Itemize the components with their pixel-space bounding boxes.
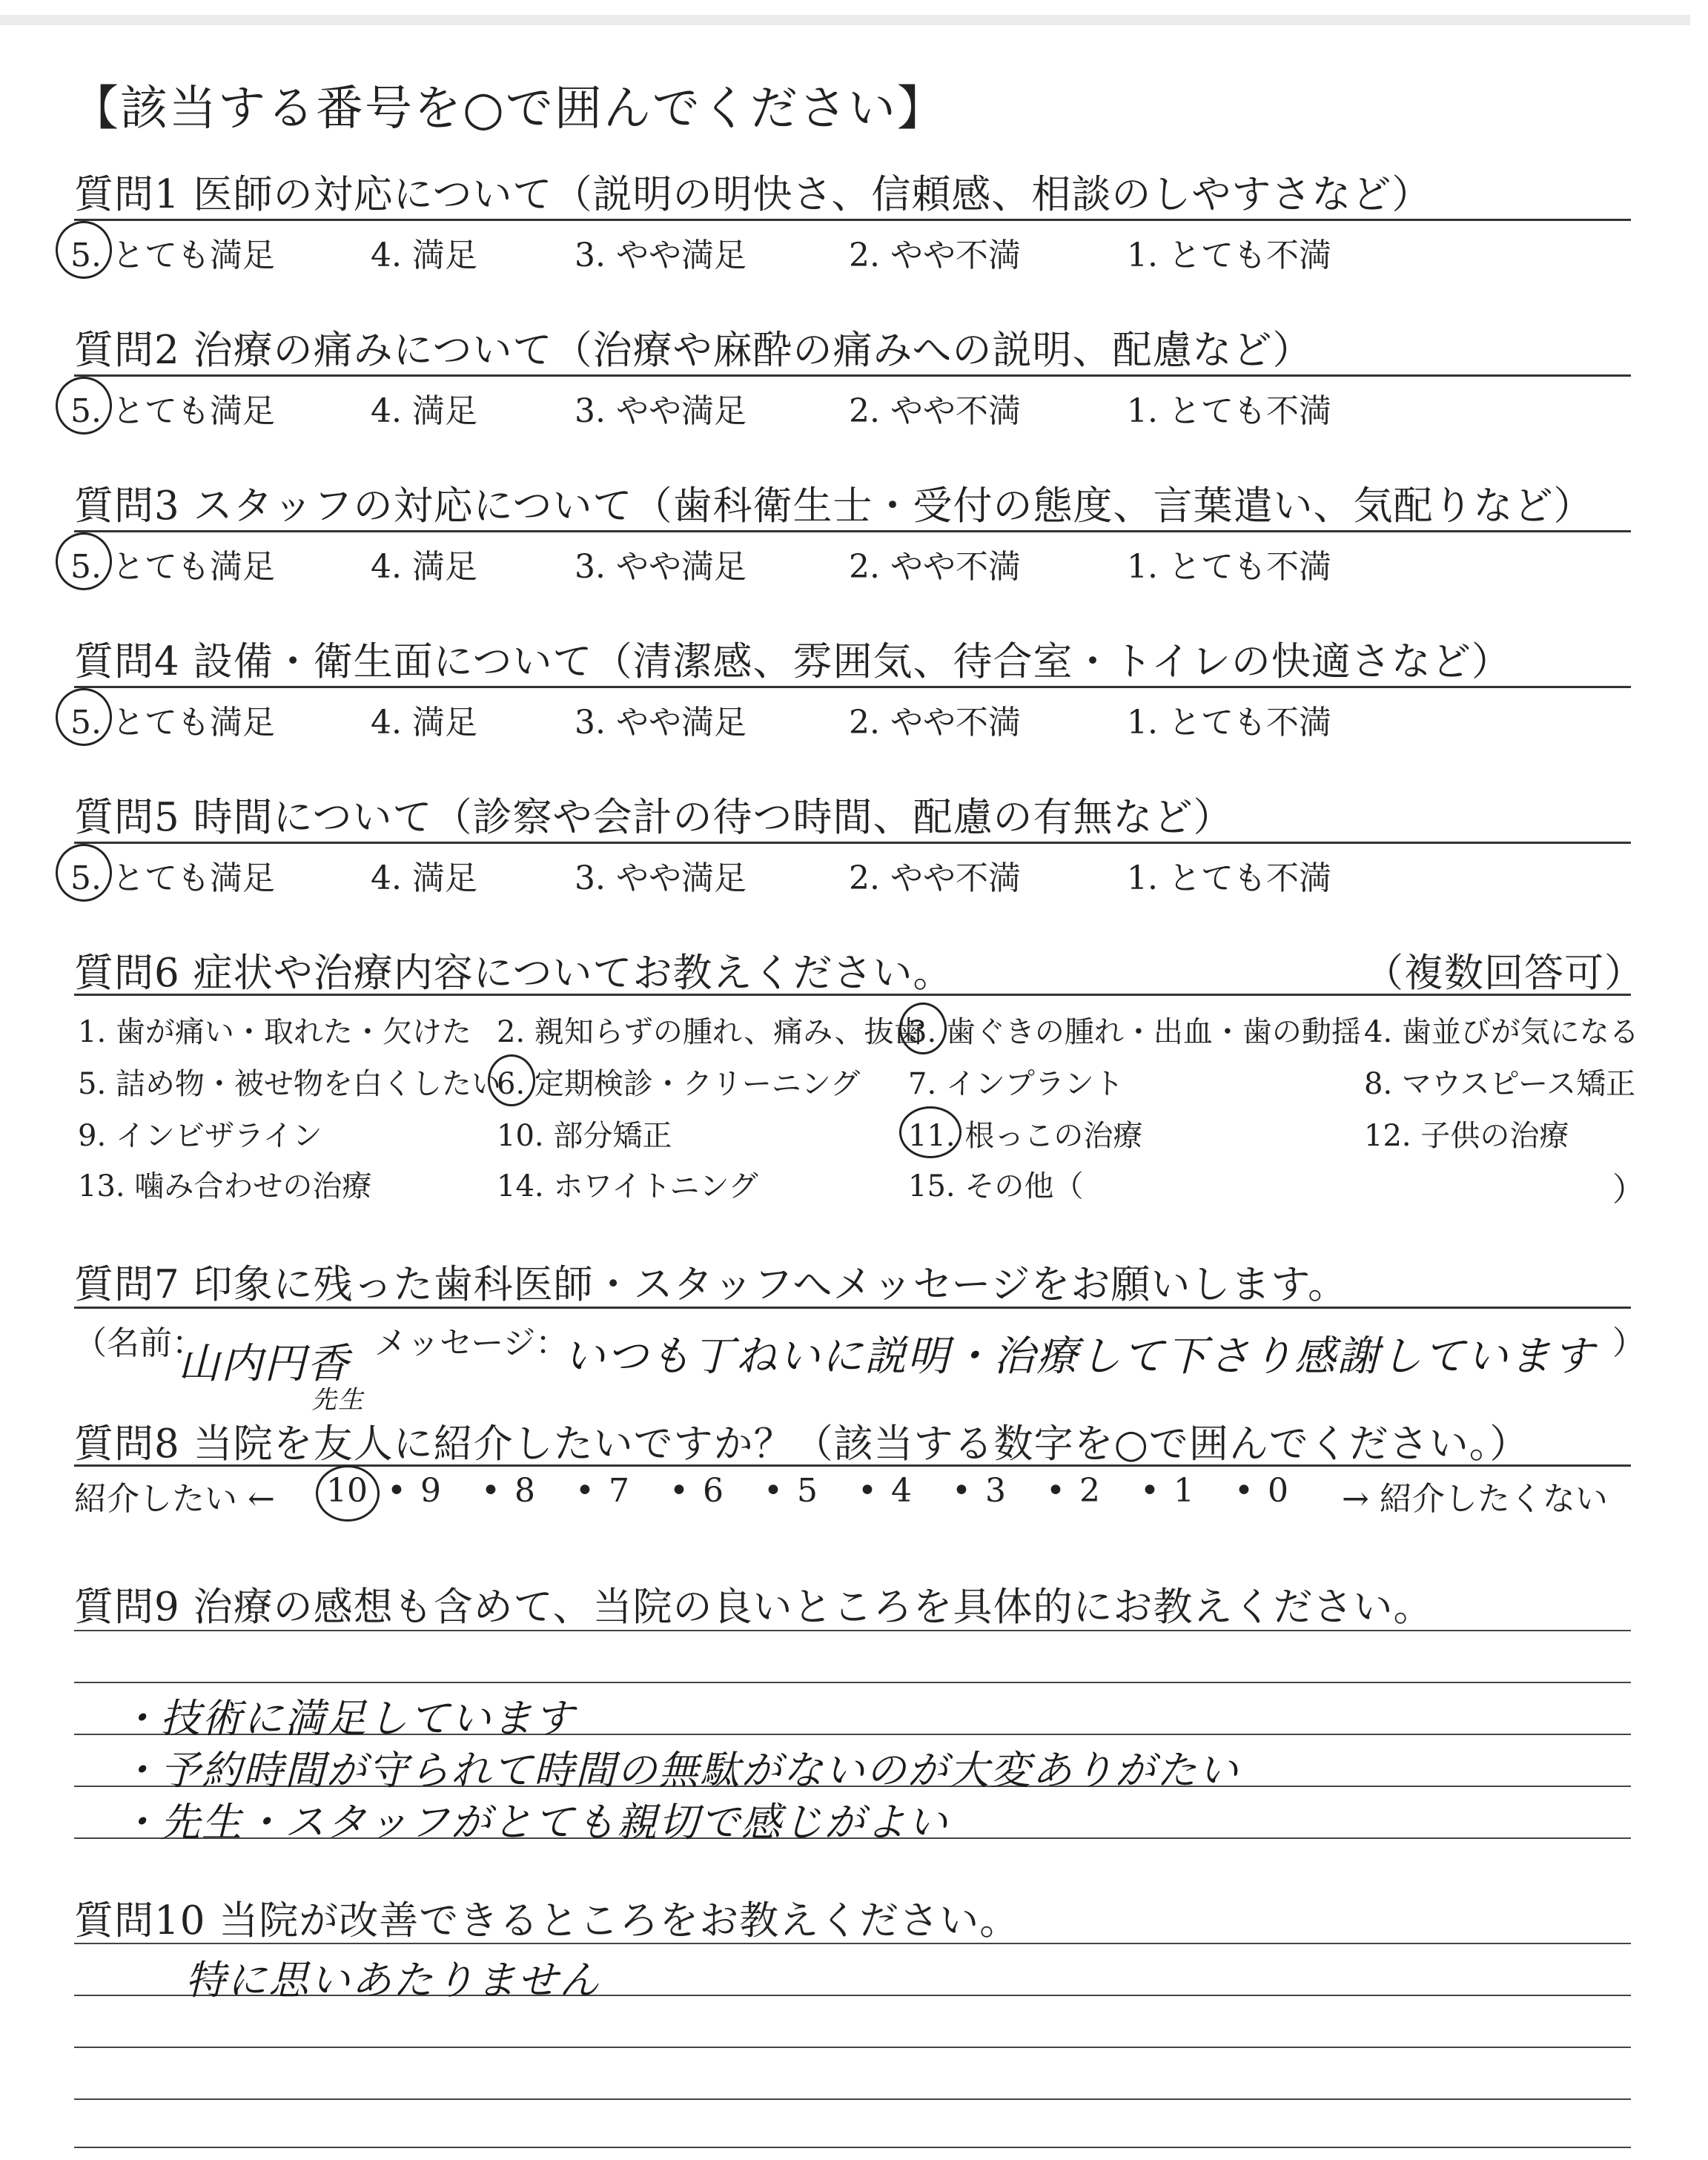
q6-option: 10. 部分矯正 <box>497 1119 672 1153</box>
q10-line <box>74 2147 1631 2148</box>
q8-scale-value: 9 <box>420 1472 441 1510</box>
q8-scale-dot: • <box>1140 1472 1159 1510</box>
q6-option: 7. インプラント <box>908 1067 1124 1101</box>
q7-message-label: メッセージ： <box>374 1324 569 1362</box>
q5-option: 2. やや不満 <box>849 859 1021 897</box>
q8-scale-dot: • <box>1234 1472 1254 1510</box>
q4-option: 2. やや不満 <box>849 704 1021 742</box>
q5-title: 質問5 時間について（診察や会計の待つ時間、配慮の有無など） <box>74 795 1234 840</box>
q3-option: 5. とても満足 <box>70 548 275 586</box>
q8-scale-value: 6 <box>703 1472 724 1510</box>
q8-scale-value: 5 <box>797 1472 818 1510</box>
q3-option: 2. やや不満 <box>849 548 1021 586</box>
q9-line <box>74 1630 1631 1631</box>
q8-scale-value: 2 <box>1079 1472 1100 1510</box>
q6-option: 4. 歯並びが気になる <box>1364 1015 1639 1049</box>
q8-scale-value: 3 <box>985 1472 1006 1510</box>
q8-scale-dot: • <box>575 1472 595 1510</box>
q5-option: 3. やや満足 <box>575 859 747 897</box>
selection-circle-mark <box>316 1465 380 1522</box>
q6-rule <box>74 994 1631 996</box>
q6-option: 15. その他（ <box>908 1169 1084 1203</box>
q4-option: 5. とても満足 <box>70 704 275 742</box>
q8-title: 質問8 当院を友人に紹介したいですか？（該当する数字を○で囲んでください。） <box>74 1421 1530 1467</box>
q1-option: 1. とても不満 <box>1127 237 1331 274</box>
q10-line <box>74 2047 1631 2048</box>
q8-scale-dot: • <box>952 1472 971 1510</box>
q7-message-value: いつも丁ねいに説明・治療して下さり感謝しています <box>563 1332 1595 1381</box>
q3-option: 4. 満足 <box>371 548 477 586</box>
q4-title: 質問4 設備・衛生面について（清潔感、雰囲気、待合室・トイレの快適さなど） <box>74 639 1512 684</box>
selection-circle-mark <box>56 844 112 902</box>
q5-option: 1. とても不満 <box>1127 859 1331 897</box>
q8-scale-value: 0 <box>1268 1472 1288 1510</box>
q7-name-value: 山内円香 <box>178 1340 350 1388</box>
q6-option: 3. 歯ぐきの腫れ・出血・歯の動揺 <box>908 1015 1361 1049</box>
q2-option: 1. とても不満 <box>1127 392 1331 430</box>
q1-option: 2. やや不満 <box>849 237 1021 274</box>
q8-scale-value: 7 <box>609 1472 629 1510</box>
selection-circle-mark <box>56 532 112 590</box>
q5-option: 4. 満足 <box>371 859 477 897</box>
q10-title: 質問10 当院が改善できるところをお教えください。 <box>74 1898 1020 1943</box>
q7-rule <box>74 1307 1631 1309</box>
q5-rule <box>74 842 1631 844</box>
q9-answer: ・予約時間が守られて時間の無駄がないのが大変ありがたい <box>119 1747 1239 1794</box>
q6-option: 12. 子供の治療 <box>1364 1119 1569 1153</box>
q6-option: 8. マウスピース矯正 <box>1364 1067 1636 1101</box>
q6-option: 6. 定期検診・クリーニング <box>497 1067 861 1101</box>
q6-option: 1. 歯が痛い・取れた・欠けた <box>78 1015 471 1049</box>
q6-option: 2. 親知らずの腫れ、痛み、抜歯 <box>497 1015 924 1049</box>
q3-title: 質問3 スタッフの対応について（歯科衛生士・受付の態度、言葉遣い、気配りなど） <box>74 483 1594 529</box>
q4-option: 3. やや満足 <box>575 704 747 742</box>
q1-rule <box>74 219 1631 221</box>
q9-line <box>74 1682 1631 1683</box>
q8-scale-value: 8 <box>514 1472 535 1510</box>
q9-answer: ・先生・スタッフがとても親切で感じがよい <box>119 1799 949 1846</box>
q2-rule <box>74 374 1631 377</box>
q10-line <box>74 2098 1631 2100</box>
q8-rule <box>74 1464 1631 1467</box>
q8-scale-dot: • <box>669 1472 689 1510</box>
q6-option: 14. ホワイトニング <box>497 1169 758 1203</box>
q6-title: 質問6 症状や治療内容についてお教えください。 <box>74 951 953 996</box>
q6-option: 11. 根っこの治療 <box>908 1119 1143 1153</box>
q4-option: 1. とても不満 <box>1127 704 1331 742</box>
q8-scale-dot: • <box>858 1472 877 1510</box>
q8-scale-value: 4 <box>891 1472 912 1510</box>
q7-name-label: （名前： <box>74 1324 205 1362</box>
q2-title: 質問2 治療の痛みについて（治療や麻酔の痛みへの説明、配慮など） <box>74 328 1313 373</box>
q7-close-paren: ） <box>1612 1324 1645 1362</box>
q8-scale-dot: • <box>764 1472 783 1510</box>
q7-title: 質問7 印象に残った歯科医師・スタッフへメッセージをお願いします。 <box>74 1262 1348 1307</box>
scan-top-edge <box>0 15 1690 25</box>
selection-circle-mark <box>899 1003 947 1054</box>
selection-circle-mark <box>899 1106 961 1158</box>
q6-note: （複数回答可） <box>1364 951 1644 996</box>
q8-left-label: 紹介したい ← <box>74 1480 275 1518</box>
q8-scale-dot: • <box>481 1472 500 1510</box>
q8-scale-value: 1 <box>1174 1472 1194 1510</box>
q6-option: 5. 詰め物・被せ物を白くしたい <box>78 1067 501 1101</box>
q6-option: 9. インビザライン <box>78 1119 322 1153</box>
q3-option: 1. とても不満 <box>1127 548 1331 586</box>
q8-right-label: → 紹介したくない <box>1342 1480 1608 1518</box>
q3-rule <box>74 530 1631 532</box>
q7-name-annotation: 先生 <box>311 1385 365 1415</box>
q2-option: 5. とても満足 <box>70 392 275 430</box>
selection-circle-mark <box>56 377 112 435</box>
q8-scale-dot: • <box>387 1472 406 1510</box>
q5-option: 5. とても満足 <box>70 859 275 897</box>
q9-title: 質問9 治療の感想も含めて、当院の良いところを具体的にお教えください。 <box>74 1585 1434 1630</box>
page-title: 【該当する番号を○で囲んでください】 <box>71 82 946 136</box>
q9-answer: ・技術に満足しています <box>119 1695 575 1742</box>
q6-close-paren: ） <box>1612 1171 1645 1209</box>
q10-line <box>74 1943 1631 1944</box>
q2-option: 4. 満足 <box>371 392 477 430</box>
selection-circle-mark <box>56 688 112 746</box>
q2-option: 3. やや満足 <box>575 392 747 430</box>
q10-answer: 特に思いあたりません <box>185 1957 600 2004</box>
q8-scale-dot: • <box>1046 1472 1065 1510</box>
q2-option: 2. やや不満 <box>849 392 1021 430</box>
q4-rule <box>74 686 1631 688</box>
q1-option: 4. 満足 <box>371 237 477 274</box>
q1-option: 5. とても満足 <box>70 237 275 274</box>
q8-scale-value: 10 <box>326 1472 368 1510</box>
q1-title: 質問1 医師の対応について（説明の明快さ、信頼感、相談のしやすさなど） <box>74 172 1432 217</box>
selection-circle-mark <box>56 221 112 279</box>
q4-option: 4. 満足 <box>371 704 477 742</box>
q1-option: 3. やや満足 <box>575 237 747 274</box>
q6-option: 13. 噛み合わせの治療 <box>78 1169 372 1203</box>
q3-option: 3. やや満足 <box>575 548 747 586</box>
selection-circle-mark <box>488 1054 535 1106</box>
